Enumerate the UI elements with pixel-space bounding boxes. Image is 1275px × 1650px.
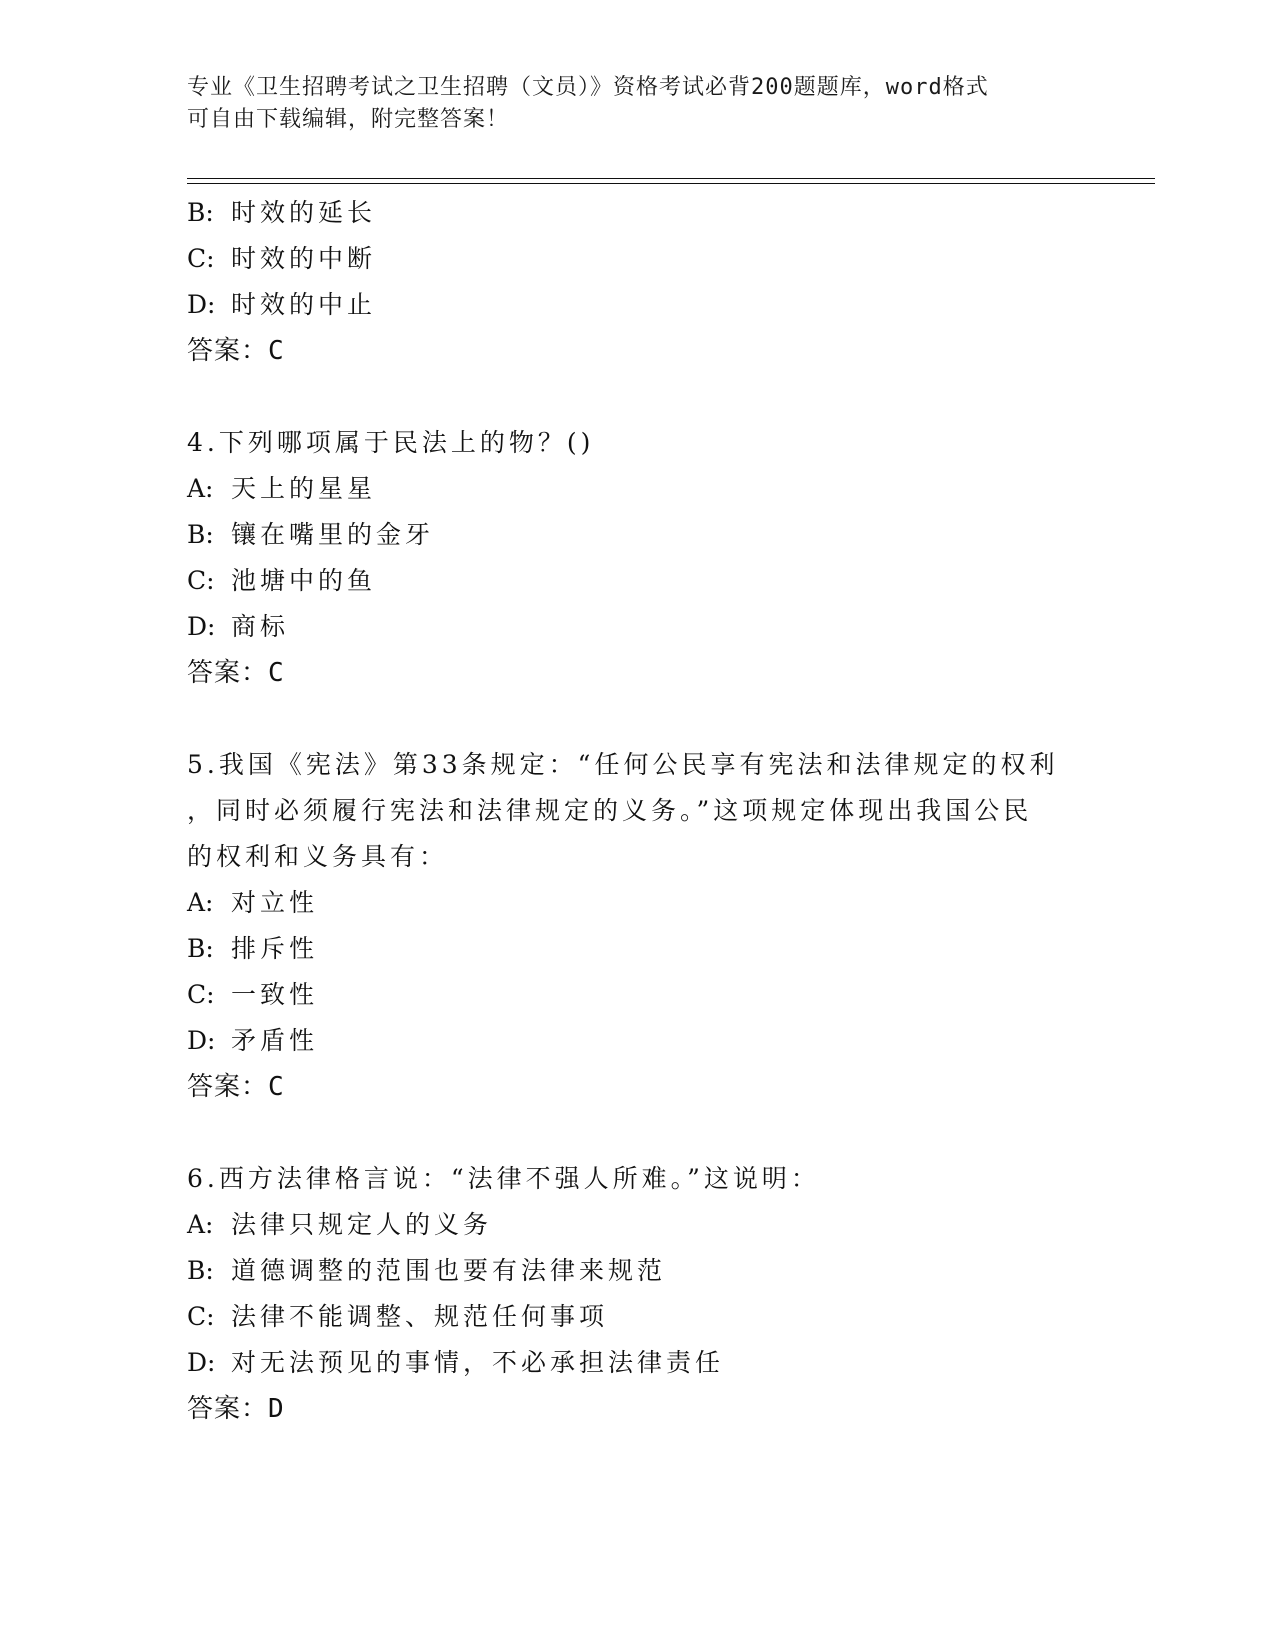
option-text: 时效的延长	[231, 198, 377, 227]
option-key: C:	[187, 244, 215, 273]
option-key: C:	[187, 1302, 215, 1331]
document-header	[187, 72, 1067, 136]
question-title: 6.西方法律格言说：“法律不强人所难。”这说明：	[187, 1164, 820, 1193]
question-6	[187, 1156, 1087, 1432]
option-c	[187, 558, 1087, 604]
option-key: B:	[187, 198, 214, 227]
option-d	[187, 604, 1087, 650]
answer-label: 答案：	[187, 658, 269, 688]
option-key: B:	[187, 1256, 214, 1285]
option-b	[187, 512, 1087, 558]
option-text: 镶在嘴里的金牙	[231, 520, 435, 549]
option-key: B:	[187, 520, 214, 549]
option-b	[187, 926, 1087, 972]
question-5	[187, 742, 1087, 1110]
spacer	[187, 1110, 1087, 1156]
option-key: A:	[187, 888, 214, 917]
option-key: A:	[187, 1210, 214, 1239]
option-text: 排斥性	[231, 934, 319, 963]
option-b	[187, 190, 1087, 236]
option-key: A:	[187, 474, 214, 503]
answer-value: D	[268, 1394, 285, 1424]
option-key: D:	[187, 1026, 216, 1055]
option-text: 对无法预见的事情，不必承担法律责任	[231, 1348, 725, 1377]
answer-line	[187, 1064, 1087, 1110]
option-d	[187, 1340, 1087, 1386]
question-3-continued	[187, 190, 1087, 374]
answer-value: C	[268, 336, 285, 366]
header-line-2: 可自由下载编辑，附完整答案！	[187, 107, 510, 132]
option-text: 池塘中的鱼	[231, 566, 377, 595]
header-line-1: 专业《卫生招聘考试之卫生招聘（文员）》资格考试必背200题题库，word格式	[187, 75, 989, 100]
question-title: 4.下列哪项属于民法上的物？()	[187, 428, 595, 457]
question-list	[187, 190, 1087, 1432]
option-c	[187, 972, 1087, 1018]
option-text: 一致性	[231, 980, 319, 1009]
spacer	[187, 374, 1087, 420]
option-d	[187, 282, 1087, 328]
option-text: 商标	[231, 612, 290, 641]
option-a	[187, 466, 1087, 512]
option-text: 时效的中断	[231, 244, 377, 273]
header-rule-top	[187, 178, 1155, 179]
question-title-line-2: ，同时必须履行宪法和法律规定的义务。”这项规定体现出我国公民	[187, 796, 1033, 825]
option-key: C:	[187, 566, 215, 595]
option-text: 天上的星星	[231, 474, 377, 503]
option-key: D:	[187, 290, 216, 319]
answer-line	[187, 650, 1087, 696]
answer-label: 答案：	[187, 1072, 269, 1102]
option-key: D:	[187, 1348, 216, 1377]
option-d	[187, 1018, 1087, 1064]
answer-line	[187, 328, 1087, 374]
answer-value: C	[268, 658, 285, 688]
question-title-line-3: 的权利和义务具有：	[187, 842, 449, 871]
option-text: 道德调整的范围也要有法律来规范	[231, 1256, 667, 1285]
option-text: 矛盾性	[231, 1026, 319, 1055]
option-c	[187, 1294, 1087, 1340]
option-a	[187, 880, 1087, 926]
header-rule-bottom	[187, 183, 1155, 184]
answer-value: C	[268, 1072, 285, 1102]
option-c	[187, 236, 1087, 282]
answer-label: 答案：	[187, 336, 269, 366]
option-b	[187, 1248, 1087, 1294]
option-key: D:	[187, 612, 216, 641]
spacer	[187, 696, 1087, 742]
option-key: C:	[187, 980, 215, 1009]
option-text: 时效的中止	[231, 290, 377, 319]
option-text: 法律不能调整、规范任何事项	[231, 1302, 609, 1331]
question-4	[187, 420, 1087, 696]
option-text: 法律只规定人的义务	[231, 1210, 493, 1239]
question-title-line-1: 5.我国《宪法》第33条规定：“任何公民享有宪法和法律规定的权利	[187, 750, 1059, 779]
option-a	[187, 1202, 1087, 1248]
option-key: B:	[187, 934, 214, 963]
answer-label: 答案：	[187, 1394, 269, 1424]
answer-line	[187, 1386, 1087, 1432]
option-text: 对立性	[231, 888, 319, 917]
